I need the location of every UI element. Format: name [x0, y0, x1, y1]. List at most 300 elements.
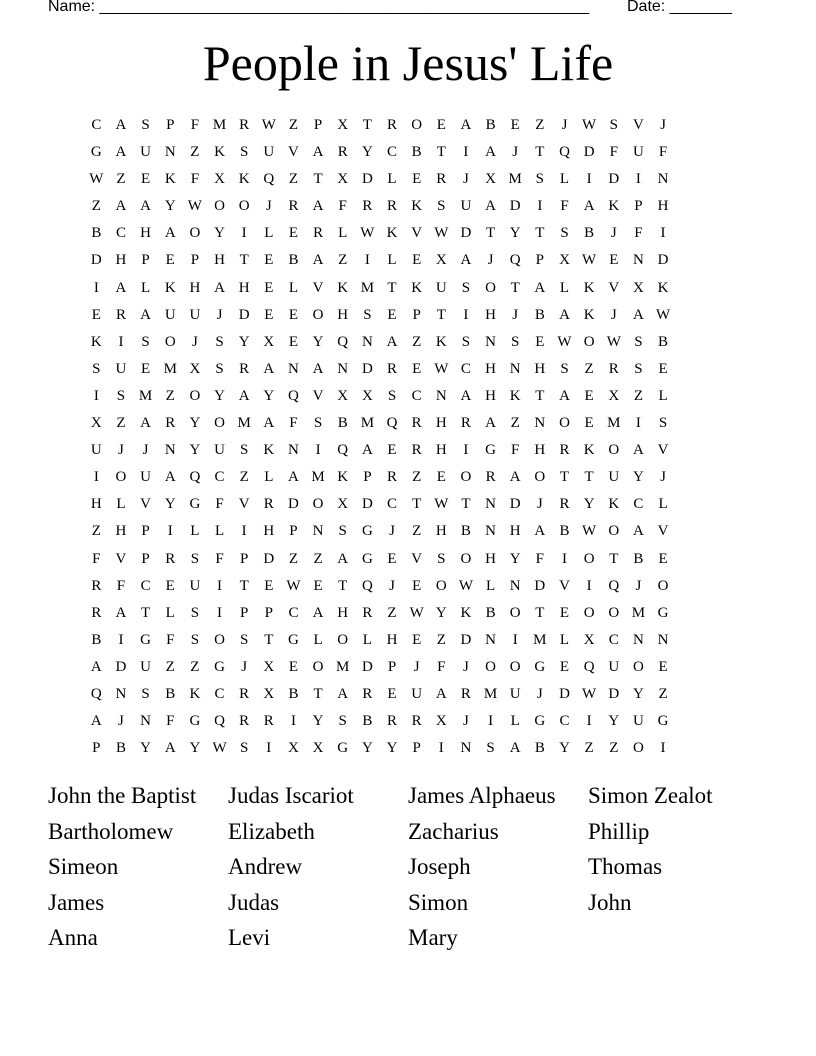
grid-letter: S: [239, 442, 249, 459]
grid-letter: U: [164, 306, 176, 323]
grid-letter: I: [167, 523, 173, 540]
grid-letter: S: [634, 333, 643, 350]
grid-letter: N: [509, 577, 521, 594]
grid-letter: R: [608, 360, 619, 377]
grid-letter: A: [115, 279, 127, 296]
grid-letter: W: [89, 171, 104, 188]
word-bank-item: Anna: [48, 925, 98, 951]
grid-letter: Z: [313, 550, 323, 567]
grid-letter: J: [512, 144, 519, 161]
grid-letter: K: [657, 279, 669, 296]
grid-letter: J: [635, 577, 642, 594]
grid-letter: R: [485, 469, 496, 486]
grid-letter: P: [239, 550, 249, 567]
grid-row: [84, 412, 732, 439]
grid-letter: S: [560, 360, 569, 377]
letter-grid: [84, 114, 732, 764]
grid-letter: E: [387, 550, 397, 567]
grid-letter: I: [512, 631, 518, 648]
grid-letter: G: [288, 631, 299, 648]
grid-letter: J: [413, 658, 420, 675]
grid-letter: B: [115, 740, 126, 757]
grid-letter: K: [608, 496, 620, 513]
grid-letter: S: [535, 171, 545, 188]
grid-letter: Y: [164, 496, 176, 513]
word-bank-item: Andrew: [228, 854, 303, 880]
grid-letter: N: [485, 631, 496, 648]
grid-letter: I: [488, 713, 494, 730]
grid-letter: V: [559, 577, 570, 594]
grid-letter: W: [212, 740, 227, 757]
grid-letter: P: [289, 523, 298, 540]
grid-letter: X: [189, 360, 201, 377]
grid-letter: O: [485, 279, 496, 296]
grid-letter: T: [559, 469, 570, 486]
grid-letter: G: [90, 144, 102, 161]
grid-letter: O: [608, 442, 620, 459]
grid-letter: R: [313, 225, 324, 242]
grid-letter: B: [658, 333, 669, 350]
grid-letter: F: [215, 496, 224, 513]
word-bank-item: Zacharius: [408, 818, 499, 844]
grid-letter: N: [485, 333, 496, 350]
grid-letter: G: [657, 713, 669, 730]
grid-letter: B: [411, 144, 422, 161]
word-bank-item: Judas: [228, 889, 280, 915]
grid-letter: V: [238, 496, 250, 513]
grid-letter: T: [436, 144, 446, 161]
grid-letter: T: [535, 387, 545, 404]
grid-letter: A: [90, 658, 102, 675]
grid-letter: H: [435, 442, 447, 459]
grid-letter: U: [140, 658, 152, 675]
grid-letter: A: [559, 306, 570, 323]
grid-letter: A: [509, 469, 521, 486]
grid-letter: A: [115, 604, 127, 621]
grid-letter: R: [337, 144, 348, 161]
grid-letter: G: [485, 442, 496, 459]
grid-letter: L: [116, 496, 126, 513]
grid-letter: D: [657, 252, 669, 269]
grid-letter: K: [90, 333, 102, 350]
grid-letter: A: [312, 198, 324, 215]
grid-letter: Y: [559, 740, 570, 757]
grid-row: [84, 575, 732, 602]
grid-letter: T: [510, 279, 520, 296]
grid-letter: U: [214, 442, 225, 459]
grid-letter: S: [141, 685, 150, 702]
grid-letter: R: [559, 442, 570, 459]
grid-letter: U: [140, 469, 152, 486]
word-bank: [48, 780, 768, 958]
word-bank-item: Simeon: [48, 854, 119, 880]
grid-letter: C: [460, 360, 471, 377]
word-bank-item: John: [588, 889, 632, 915]
grid-row: [84, 304, 732, 331]
grid-letter: H: [435, 415, 447, 432]
grid-letter: W: [655, 306, 671, 323]
grid-letter: L: [387, 252, 397, 269]
grid-letter: N: [288, 360, 299, 377]
grid-letter: U: [115, 360, 127, 377]
grid-letter: E: [412, 252, 422, 269]
grid-letter: L: [658, 387, 668, 404]
grid-letter: K: [583, 306, 595, 323]
grid-letter: Z: [116, 415, 126, 432]
grid-letter: I: [586, 577, 592, 594]
grid-letter: V: [411, 225, 423, 242]
grid-row: [84, 493, 732, 520]
grid-letter: Z: [658, 685, 668, 702]
grid-letter: P: [387, 658, 397, 675]
grid-letter: A: [559, 387, 570, 404]
grid-letter: F: [215, 550, 224, 567]
word-bank-item: Elizabeth: [228, 818, 315, 844]
grid-letter: E: [658, 658, 668, 675]
grid-letter: Q: [386, 415, 398, 432]
grid-letter: J: [463, 658, 469, 675]
grid-letter: M: [483, 685, 498, 702]
grid-letter: A: [509, 740, 521, 757]
grid-row: [84, 358, 732, 385]
grid-letter: N: [632, 631, 644, 648]
grid-letter: H: [509, 523, 521, 540]
grid-letter: H: [485, 387, 496, 404]
grid-letter: X: [288, 740, 299, 757]
grid-letter: T: [412, 496, 422, 513]
grid-letter: T: [338, 577, 348, 594]
grid-letter: K: [263, 442, 275, 459]
grid-letter: O: [534, 469, 546, 486]
grid-letter: K: [509, 387, 521, 404]
grid-letter: Q: [337, 442, 349, 459]
grid-row: [84, 710, 732, 737]
grid-letter: Z: [165, 387, 175, 404]
grid-letter: H: [337, 306, 349, 323]
grid-letter: O: [312, 658, 324, 675]
grid-letter: S: [486, 740, 495, 757]
grid-letter: T: [535, 604, 545, 621]
grid-letter: Y: [509, 225, 521, 242]
grid-letter: F: [634, 225, 643, 242]
grid-letter: A: [140, 198, 152, 215]
grid-letter: A: [312, 144, 324, 161]
grid-letter: R: [362, 198, 373, 215]
grid-letter: Z: [190, 144, 200, 161]
grid-letter: H: [534, 442, 546, 459]
grid-letter: S: [387, 387, 397, 404]
grid-letter: Q: [559, 144, 570, 161]
grid-letter: H: [140, 225, 152, 242]
grid-letter: K: [460, 604, 472, 621]
grid-letter: K: [583, 279, 595, 296]
grid-letter: I: [537, 198, 543, 215]
grid-letter: Z: [387, 604, 397, 621]
grid-letter: Z: [338, 252, 348, 269]
grid-letter: X: [361, 387, 373, 404]
grid-row: [84, 114, 732, 141]
grid-letter: Z: [584, 360, 594, 377]
grid-letter: H: [337, 604, 349, 621]
grid-letter: X: [263, 685, 275, 702]
grid-letter: L: [313, 631, 323, 648]
grid-letter: M: [360, 415, 375, 432]
grid-letter: U: [608, 469, 620, 486]
grid-letter: L: [264, 469, 274, 486]
grid-letter: P: [92, 740, 101, 757]
grid-letter: C: [214, 469, 225, 486]
grid-letter: D: [263, 550, 275, 567]
grid-letter: L: [362, 631, 372, 648]
grid-letter: I: [660, 740, 666, 757]
grid-letter: E: [387, 442, 397, 459]
grid-letter: K: [164, 279, 176, 296]
grid-letter: Y: [140, 740, 152, 757]
grid-letter: W: [606, 333, 621, 350]
grid-letter: W: [582, 685, 597, 702]
grid-letter: M: [360, 279, 375, 296]
grid-letter: D: [559, 685, 570, 702]
grid-letter: Q: [263, 171, 275, 188]
grid-letter: H: [263, 523, 275, 540]
grid-letter: T: [313, 171, 323, 188]
grid-letter: O: [312, 496, 324, 513]
grid-letter: P: [264, 604, 273, 621]
grid-letter: Z: [190, 658, 200, 675]
grid-letter: I: [118, 631, 124, 648]
grid-letter: I: [290, 713, 296, 730]
grid-letter: E: [264, 306, 274, 323]
grid-letter: H: [115, 523, 127, 540]
grid-letter: E: [412, 360, 422, 377]
grid-letter: J: [389, 523, 395, 540]
grid-letter: O: [435, 577, 447, 594]
grid-letter: T: [461, 496, 471, 513]
grid-letter: A: [164, 740, 176, 757]
grid-letter: R: [387, 469, 398, 486]
grid-letter: A: [534, 523, 546, 540]
grid-row: [84, 683, 732, 710]
grid-letter: Z: [91, 198, 101, 215]
grid-row: [84, 602, 732, 629]
grid-letter: E: [609, 252, 619, 269]
grid-letter: A: [632, 442, 644, 459]
grid-letter: P: [313, 117, 323, 133]
grid-letter: L: [338, 225, 348, 242]
grid-letter: D: [361, 171, 373, 188]
grid-letter: J: [142, 442, 149, 459]
grid-letter: V: [312, 279, 324, 296]
grid-letter: D: [238, 306, 250, 323]
grid-letter: R: [288, 198, 299, 215]
grid-letter: O: [115, 469, 127, 486]
grid-letter: F: [658, 144, 668, 161]
grid-letter: U: [509, 685, 521, 702]
grid-letter: J: [536, 685, 543, 702]
grid-letter: A: [312, 604, 324, 621]
grid-row: [84, 331, 732, 358]
grid-letter: E: [412, 577, 422, 594]
grid-letter: X: [214, 171, 225, 188]
date-field-label: Date: _______: [627, 0, 732, 15]
grid-letter: D: [509, 496, 521, 513]
grid-letter: E: [165, 577, 175, 594]
grid-letter: U: [189, 306, 201, 323]
grid-row: [84, 195, 732, 222]
grid-letter: Y: [189, 415, 201, 432]
grid-letter: T: [362, 117, 372, 133]
grid-letter: Z: [288, 117, 299, 133]
header-line: [48, 0, 748, 20]
grid-letter: A: [337, 550, 349, 567]
grid-letter: O: [189, 225, 201, 242]
grid-letter: Z: [633, 387, 643, 404]
grid-letter: B: [91, 225, 102, 242]
grid-letter: N: [534, 415, 546, 432]
grid-letter: I: [217, 577, 223, 594]
grid-letter: K: [189, 685, 201, 702]
grid-letter: M: [212, 117, 227, 133]
grid-letter: O: [164, 333, 176, 350]
grid-letter: R: [165, 550, 176, 567]
grid-letter: C: [140, 577, 151, 594]
grid-letter: H: [189, 279, 201, 296]
grid-letter: K: [238, 171, 250, 188]
grid-letter: U: [140, 144, 152, 161]
grid-letter: X: [435, 713, 447, 730]
grid-letter: O: [214, 631, 225, 648]
grid-letter: Q: [337, 333, 349, 350]
grid-letter: P: [166, 117, 175, 133]
grid-letter: P: [190, 252, 200, 269]
grid-letter: A: [583, 198, 595, 215]
grid-letter: B: [633, 550, 644, 567]
grid-letter: P: [239, 604, 249, 621]
grid-letter: O: [657, 577, 669, 594]
grid-letter: W: [261, 117, 276, 133]
grid-letter: G: [534, 658, 546, 675]
grid-letter: K: [337, 279, 349, 296]
grid-letter: M: [336, 658, 350, 675]
grid-letter: B: [288, 252, 299, 269]
grid-letter: R: [263, 496, 274, 513]
grid-letter: B: [362, 713, 373, 730]
grid-letter: E: [387, 685, 397, 702]
grid-row: [84, 439, 732, 466]
grid-row: [84, 141, 732, 168]
grid-letter: E: [91, 306, 101, 323]
grid-letter: I: [217, 604, 223, 621]
grid-letter: R: [387, 360, 398, 377]
grid-letter: G: [361, 550, 373, 567]
grid-letter: Y: [238, 333, 250, 350]
grid-letter: T: [239, 252, 249, 269]
grid-letter: U: [411, 685, 423, 702]
grid-letter: S: [190, 631, 200, 648]
grid-letter: A: [485, 144, 496, 161]
grid-letter: E: [288, 333, 299, 350]
grid-letter: R: [460, 685, 471, 702]
grid-row: [84, 222, 732, 249]
grid-row: [84, 277, 732, 304]
grid-letter: D: [583, 144, 595, 161]
grid-row: [84, 520, 732, 547]
grid-letter: A: [460, 387, 472, 404]
grid-letter: I: [561, 550, 567, 567]
grid-letter: F: [560, 198, 569, 215]
grid-row: [84, 548, 732, 575]
grid-letter: M: [311, 469, 325, 486]
grid-letter: X: [337, 496, 349, 513]
grid-letter: X: [632, 279, 644, 296]
name-field-label: Name: _______________________________________________________: [48, 0, 589, 15]
grid-letter: W: [434, 225, 449, 242]
grid-letter: A: [312, 360, 324, 377]
grid-letter: U: [435, 279, 447, 296]
grid-letter: S: [363, 306, 372, 323]
grid-letter: T: [485, 225, 496, 242]
grid-letter: R: [387, 198, 398, 215]
grid-letter: A: [164, 225, 176, 242]
grid-letter: U: [632, 144, 644, 161]
grid-letter: Z: [510, 415, 520, 432]
grid-letter: Y: [164, 198, 176, 215]
grid-letter: T: [387, 279, 397, 296]
word-bank-item: John the Baptist: [48, 783, 197, 808]
word-bank-item: Simon Zealot: [588, 783, 713, 808]
grid-letter: N: [485, 496, 496, 513]
grid-letter: O: [608, 523, 620, 540]
grid-letter: I: [266, 740, 272, 757]
grid-letter: K: [608, 198, 620, 215]
grid-letter: O: [559, 415, 570, 432]
grid-letter: G: [657, 604, 669, 621]
grid-letter: J: [610, 306, 617, 323]
grid-letter: M: [607, 415, 621, 432]
grid-letter: D: [509, 198, 521, 215]
grid-letter: B: [584, 225, 595, 242]
grid-letter: I: [364, 252, 370, 269]
grid-letter: V: [115, 550, 127, 567]
grid-letter: J: [463, 171, 469, 188]
grid-letter: K: [337, 469, 349, 486]
grid-letter: L: [658, 496, 668, 513]
grid-letter: O: [312, 306, 324, 323]
grid-letter: R: [362, 604, 373, 621]
grid-letter: N: [657, 631, 669, 648]
grid-letter: O: [411, 117, 423, 133]
grid-letter: D: [90, 252, 102, 269]
grid-letter: R: [263, 713, 274, 730]
grid-letter: W: [286, 577, 301, 594]
grid-letter: J: [265, 198, 272, 215]
grid-letter: A: [460, 117, 472, 133]
grid-letter: E: [559, 658, 570, 675]
grid-letter: L: [288, 279, 299, 296]
grid-letter: L: [485, 577, 496, 594]
grid-letter: E: [584, 387, 594, 404]
grid-letter: S: [92, 360, 101, 377]
grid-letter: B: [91, 631, 102, 648]
grid-letter: N: [657, 171, 669, 188]
grid-letter: R: [559, 496, 570, 513]
word-bank-item: Levi: [228, 925, 271, 951]
grid-letter: M: [631, 604, 646, 621]
grid-letter: E: [165, 252, 175, 269]
grid-letter: A: [140, 415, 152, 432]
grid-letter: R: [115, 306, 126, 323]
grid-letter: T: [313, 685, 323, 702]
